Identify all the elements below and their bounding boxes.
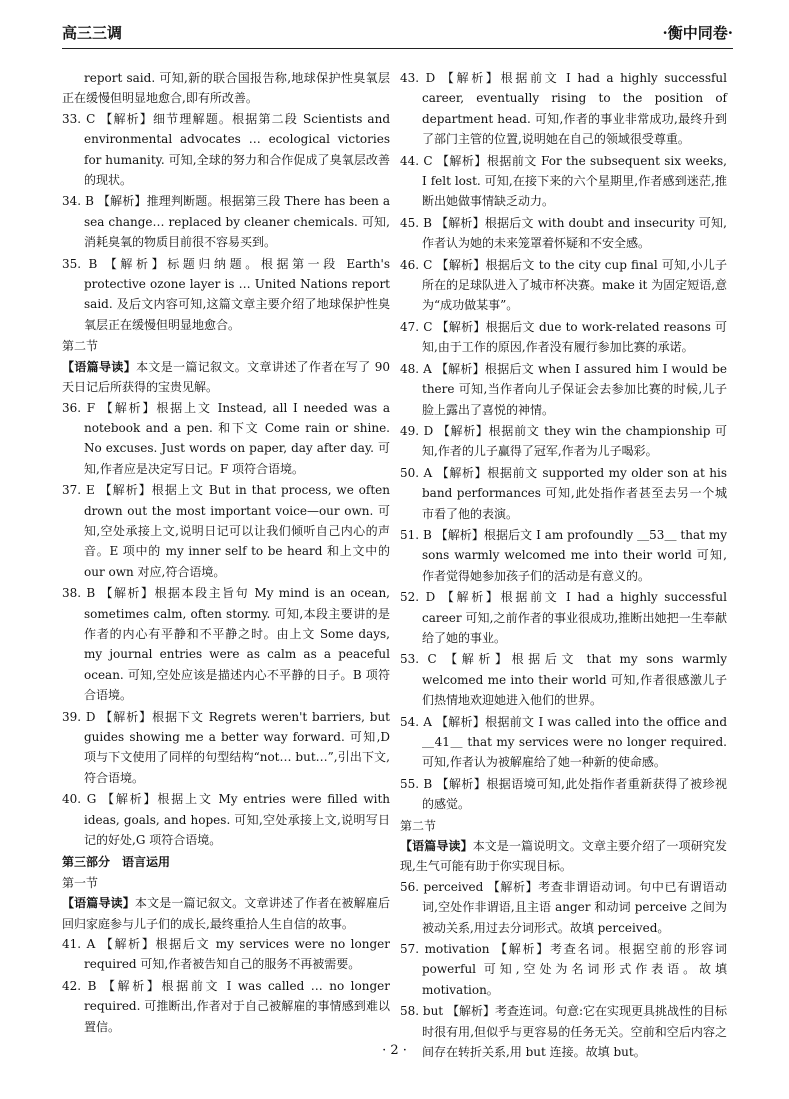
reading-guide (400, 836, 727, 877)
guide-text: 本文是一篇说明文。文章主要介绍了一项研究发现,生气可能有助于你实现目标。 (400, 839, 727, 874)
subsection-heading: 第一节 (62, 875, 99, 890)
answer-explanation: 56. perceived 【解析】考查非谓语动词。句中已有谓语动词,空处作非谓语,且主语 anger 和动词 perceive 之间为被动关系,用过去分词形式。故填 perceived。 (400, 879, 727, 935)
answer-explanation: 48. A 【解析】根据后文 when I assured him I would be there 可知,当作者向儿子保证会去参加比赛的时候,儿子脸上露出了喜悦的神情。 (400, 361, 727, 417)
answer-explanation: 37. E 【解析】根据上文 But in that process, we often drown out the most important voice—our own. 可知,空处承接上文,说明日记可以让我们倾听自己内心的声音。E 项中的 my inner self to be heard 和上文中的 our own 对应,符合语境。 (62, 483, 390, 579)
continued-text: report said. 可知,新的联合国报告称,地球保护性臭氧层正在缓慢但明显地愈合,即有所改善。 (62, 71, 390, 106)
reading-guide (62, 893, 390, 934)
answer-explanation: 49. D 【解析】根据前文 they win the championship 可知,作者的儿子赢得了冠军,作者为儿子喝彩。 (400, 423, 727, 459)
exam-title: 高三三调 (62, 24, 123, 42)
answer-explanation: 33. C 【解析】细节理解题。根据第二段 Scientists and environmental advocates … ecological victories for humanity. 可知,全球的努力和合作促成了臭氧层改善的现状。 (62, 111, 390, 188)
right-column (400, 68, 727, 1064)
answer-explanation: 53. C 【解析】根据后文 that my sons warmly welcomed me into their world 可知,作者很感激儿子们热情地欢迎她进入他们的世界。 (400, 652, 727, 708)
answer-explanation: 36. F 【解析】根据上文 Instead, all I needed was a notebook and a pen. 和下文 Come rain or shine. No excuses. Just words on paper, day after day. 可知,作者应是决定写日记。F 项符合语境。 (62, 400, 390, 476)
answer-explanation: 47. C 【解析】根据后文 due to work-related reasons 可知,由于工作的原因,作者没有履行参加比赛的承诺。 (400, 319, 727, 355)
answer-explanation: 43. D 【解析】根据前文 I had a highly successful career, eventually rising to the position of department head. 可知,作者的事业非常成功,最终升到了部门主管的位置,说明她在自己的领域很受尊重。 (400, 71, 727, 147)
answer-explanation: 39. D 【解析】根据下文 Regrets weren't barriers, but guides showing me a better way forward. 可知,D 项与下文使用了同样的句型结构“not… but…”,引出下文,符合语境。 (62, 709, 390, 785)
answer-explanation: 40. G 【解析】根据上文 My entries were filled with ideas, goals, and hopes. 可知,空处承接上文,说明写日记的好处,G 项符合语境。 (62, 792, 390, 848)
answer-explanation: 57. motivation 【解析】考查名词。根据空前的形容词 powerful 可知,空处为名词形式作表语。故填 motivation。 (400, 942, 727, 997)
answer-explanation: 42. B 【解析】根据前文 I was called … no longer required. 可推断出,作者对于自己被解雇的事情感到难以置信。 (62, 978, 390, 1034)
answer-explanation: 52. D 【解析】根据前文 I had a highly successful career 可知,之前作者的事业很成功,推断出她把一生奉献给了她的事业。 (400, 590, 727, 645)
left-column (62, 68, 390, 1038)
series-title: ·衡中同卷· (662, 24, 733, 42)
answer-explanation: 45. B 【解析】根据后文 with doubt and insecurity 可知,作者认为她的未来笼罩着怀疑和不安全感。 (400, 215, 727, 251)
answer-explanation: 51. B 【解析】根据后文 I am profoundly ＿53＿ that my sons warmly welcomed me into their world 可知,作者觉得她参加孩子们的活动是有意义的。 (400, 527, 727, 583)
guide-text: 本文是一篇记叙文。文章讲述了作者在被解雇后回归家庭参与儿子们的成长,最终重拾人生自信的故事。 (62, 896, 390, 931)
section-heading: 第三部分 语言运用 (62, 855, 171, 870)
subsection-heading: 第二节 (400, 818, 437, 833)
answer-explanation: 46. C 【解析】根据后文 to the city cup final 可知,小儿子所在的足球队进入了城市杯决赛。make it 为固定短语,意为“成功做某事”。 (400, 257, 728, 313)
answer-explanation: 41. A 【解析】根据后文 my services were no longer required 可知,作者被告知自己的服务不再被需要。 (62, 937, 390, 972)
answer-explanation: 38. B 【解析】根据本段主旨句 My mind is an ocean, sometimes calm, often stormy. 可知,本段主要讲的是作者的内心有平静和不平静之时。由上文 Some days, my journal entries were as calm as a peaceful ocean. 可知,空处应该是描述内心不平静的日子。B 项符合语境。 (62, 586, 390, 703)
guide-tag: 【语篇导读】 (400, 839, 473, 854)
guide-tag: 【语篇导读】 (62, 359, 137, 374)
reading-guide (62, 357, 390, 398)
answer-explanation: 54. A 【解析】根据前文 I was called into the office and ＿41＿ that my services were no longer required. 可知,作者认为被解雇给了她一种新的使命感。 (400, 714, 727, 770)
answer-explanation: 58. but 【解析】考查连词。句意:它在实现更具挑战性的目标时很有用,但似乎与更容易的任务无关。空前和空后内容之间存在转折关系,用 but 连接。故填 but。 (400, 1004, 727, 1060)
answer-explanation: 34. B 【解析】推理判断题。根据第三段 There has been a sea change… replaced by cleaner chemicals. 可知,消耗臭氧的物质目前很不容易买到。 (62, 194, 390, 250)
answer-explanation: 44. C 【解析】根据前文 For the subsequent six weeks, I felt lost. 可知,在接下来的六个星期里,作者感到迷茫,推断出她做事情缺乏动力。 (400, 153, 727, 209)
page-header (62, 14, 733, 49)
guide-tag: 【语篇导读】 (62, 896, 135, 911)
answer-explanation: 35. B 【解析】标题归纳题。根据第一段 Earth's protective ozone layer is … United Nations report said. 及后文内容可知,这篇文章主要介绍了地球保护性臭氧层正在缓慢但明显地愈合。 (62, 256, 390, 332)
answer-explanation: 50. A 【解析】根据前文 supported my older son at his band performances 可知,此处指作者甚至去另一个城市看了他的表演。 (400, 465, 727, 521)
subsection-heading: 第二节 (62, 339, 99, 354)
page-number: · 2 · (382, 1043, 407, 1058)
guide-text: 本文是一篇记叙文。文章讲述了作者在写了 90 天日记后所获得的宝贵见解。 (62, 359, 390, 395)
answer-explanation: 55. B 【解析】根据语境可知,此处指作者重新获得了被珍视的感觉。 (400, 776, 727, 812)
